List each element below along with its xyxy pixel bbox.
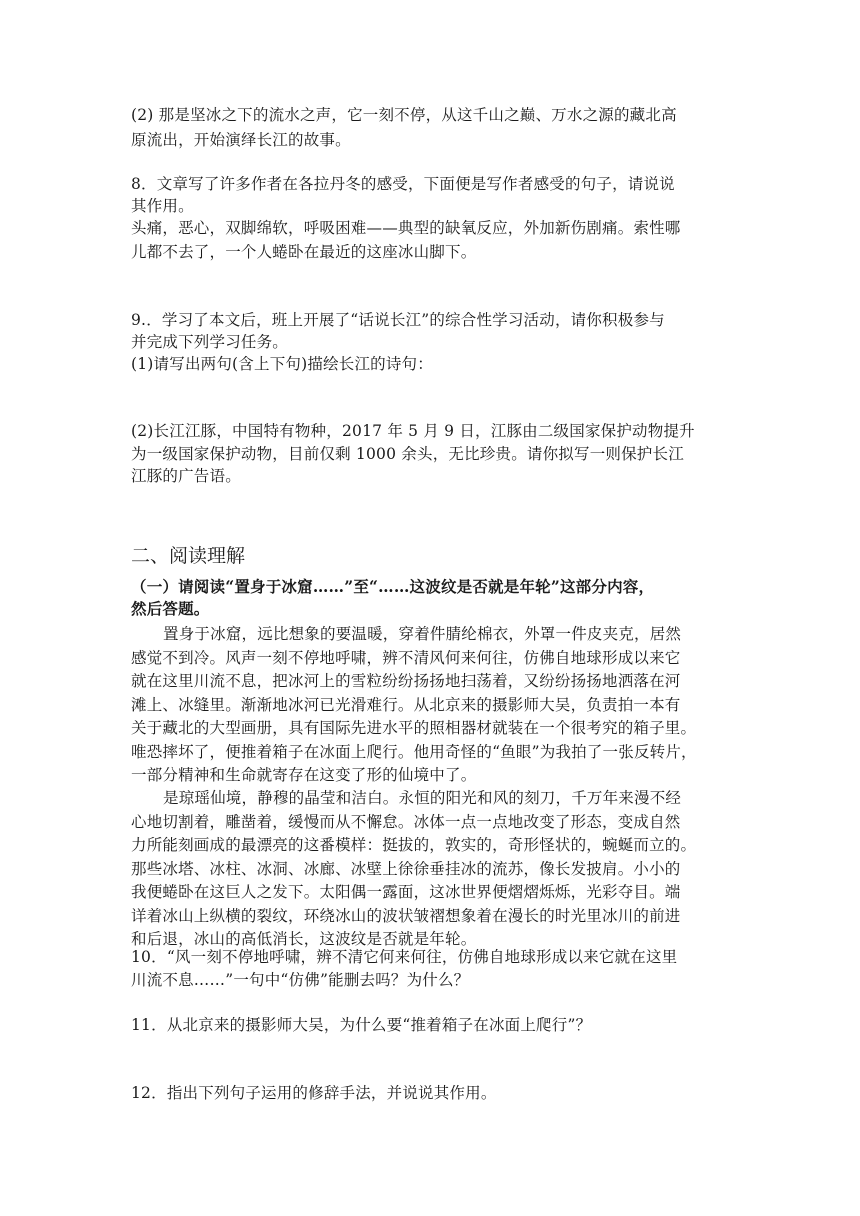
passage-p2-line-7: 和后退，冰山的高低消长，这波纹是否就是年轮。	[131, 930, 477, 948]
q12-line-1: 12．指出下列句子运用的修辞手法，并说说其作用。	[131, 1084, 497, 1102]
passage-p2-line-2: 心地切割着，雕凿着，缓慢而从不懈怠。冰体一点一点地改变了形态，变成自然	[131, 813, 681, 831]
passage-p1-line-6: 唯恐摔坏了，便推着箱子在冰面上爬行。他用奇怪的“鱼眼”为我拍了一张反转片，	[131, 743, 697, 761]
subsection-heading-line-2: 然后答题。	[131, 599, 210, 618]
passage-p2-line-4: 那些冰塔、冰柱、冰洞、冰廊、冰壁上徐徐垂挂冰的流苏，像长发披肩。小小的	[131, 860, 681, 878]
passage-p1-line-4: 滩上、冰缝里。渐渐地冰河已光滑难行。从北京来的摄影师大吴，负责拍一本有	[131, 696, 681, 714]
q9-subtask-2-line-3: 江豚的广告语。	[131, 467, 241, 485]
q9-subtask-2-line-2: 为一级国家保护动物，目前仅剩 1000 余头，无比珍贵。请你拟写一则保护长江	[131, 445, 684, 463]
q8-quote-line-2: 儿都不去了，一个人蜷卧在最近的这座冰山脚下。	[131, 243, 477, 261]
q7-part2-line-2: 原流出，开始演绎长江的故事。	[131, 131, 351, 149]
q8-prompt-line-1: 8．文章写了许多作者在各拉丹冬的感受，下面便是写作者感受的句子，请说说	[131, 175, 675, 193]
passage-p1-line-7: 一部分精神和生命就寄存在这变了形的仙境中了。	[131, 766, 477, 784]
q8-prompt-line-2: 其作用。	[131, 197, 194, 215]
subsection-heading-line-1: （一）请阅读“置身于冰窟……”至“……这波纹是否就是年轮”这部分内容，	[131, 577, 655, 596]
passage-p2-line-1: 是琼瑶仙境，静穆的晶莹和洁白。永恒的阳光和风的刻刀，千万年来漫不经	[163, 789, 682, 807]
section-heading: 二、阅读理解	[131, 545, 246, 567]
passage-p1-line-5: 关于藏北的大型画册，具有国际先进水平的照相器材就装在一个很考究的箱子里。	[131, 719, 697, 737]
passage-p1-line-2: 感觉不到冷。风声一刻不停地呼啸，辨不清风何来何往，仿佛自地球形成以来它	[131, 649, 681, 667]
q7-part2-line-1: (2) 那是坚冰之下的流水之声，它一刻不停，从这千山之巅、万水之源的藏北高	[131, 106, 677, 124]
passage-p2-line-3: 力所能刻画成的最漂亮的这番模样：挺拔的，敦实的，奇形怪状的，蜿蜒而立的。	[131, 836, 697, 854]
q10-line-1: 10．“风一刻不停地呼啸，辨不清它何来何往，仿佛自地球形成以来它就在这里	[131, 948, 678, 966]
q10-line-2: 川流不息……”一句中“仿佛”能删去吗？为什么？	[131, 971, 470, 989]
passage-p2-line-6: 详着冰山上纵横的裂纹，环绕冰山的波状皱褶想象着在漫长的时光里冰川的前进	[131, 907, 681, 925]
q9-subtask-2-line-1: (2)长江江豚，中国特有物种，2017 年 5 月 9 日，江豚由二级国家保护动物提升	[131, 422, 695, 440]
passage-p1-line-1: 置身于冰窟，远比想象的要温暖，穿着件腈纶棉衣，外罩一件皮夹克，居然	[163, 625, 682, 643]
q9-subtask-1: (1)请写出两句(含上下句)描绘长江的诗句：	[131, 355, 433, 373]
q8-quote-line-1: 头痛，恶心，双脚绵软，呼吸困难——典型的缺氧反应，外加新伤剧痛。索性哪	[131, 219, 681, 237]
q9-prompt-line-2: 并完成下列学习任务。	[131, 333, 289, 351]
q11-line-1: 11．从北京来的摄影师大吴，为什么要“推着箱子在冰面上爬行”？	[131, 1016, 592, 1034]
q9-prompt-line-1: 9.．学习了本文后，班上开展了“话说长江”的综合性学习活动，请你积极参与	[131, 311, 665, 329]
passage-p1-line-3: 就在这里川流不息，把冰河上的雪粒纷纷扬扬地扫荡着，又纷纷扬扬地洒落在河	[131, 672, 681, 690]
passage-p2-line-5: 我便蜷卧在这巨人之发下。太阳偶一露面，这冰世界便熠熠烁烁，光彩夺目。端	[131, 883, 681, 901]
